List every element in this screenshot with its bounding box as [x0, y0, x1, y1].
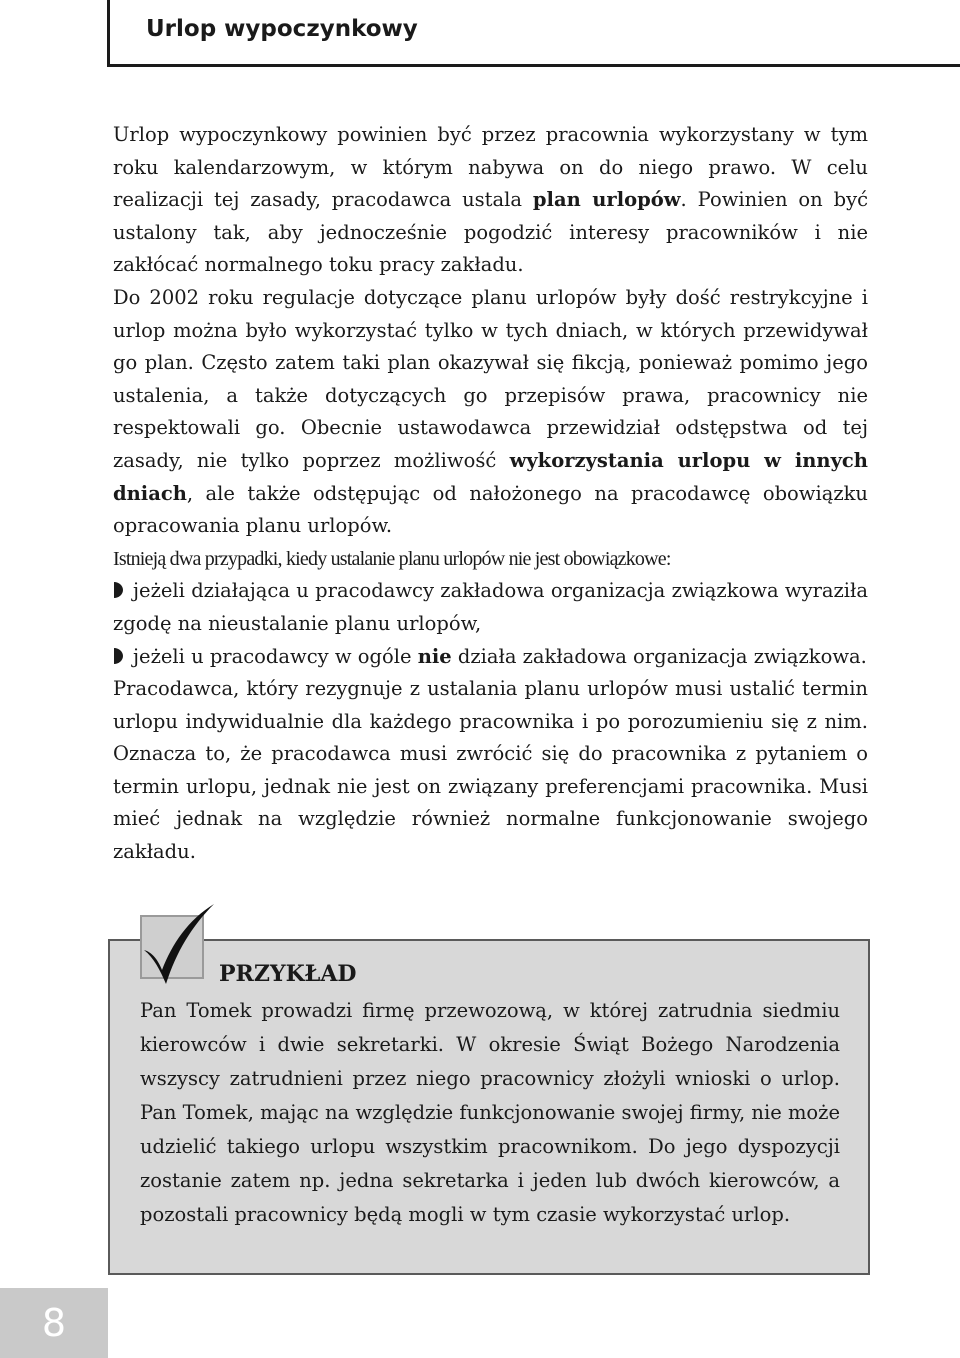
paragraph-1-text-a: Urlop wypoczynkowy powinien być przez pracownia wykorzystany w tym roku kalendarzowym, w którym nabywa on do niego prawo. W celu realizacji tej zasady, pracodawca ustala [113, 123, 868, 212]
bullet-item-1-text: jeżeli działająca u pracodawcy zakładowa organizacja związkowa wyraziła zgodę na nieustalanie planu urlopów, [113, 579, 868, 635]
paragraph-2-text-a: Do 2002 roku regulacje dotyczące planu urlopów były dość restrykcyjne i urlop można było wykorzystać tylko w tych dniach, w których przewidywał go plan. Często zatem taki plan okazywał się fikcją, ponieważ pomimo jego ustalenia, a także dotyczących go przepisów prawa, pracownicy nie respektowali go. Obecnie ustawodawca przewidział odstępstwa od tej zasady, nie tylko poprzez możliwość [113, 285, 868, 472]
paragraph-3: Istnieją dwa przypadki, kiedy ustalanie planu urlopów nie jest obowiązkowe: [113, 547, 671, 570]
term-nie: nie [417, 644, 452, 668]
paragraph-2-text-b: , ale także odstępując od nałożonego na pracodawcę obowiązku opracowania planu urlopów. [113, 481, 868, 538]
term-plan-urlopow: plan urlopów [532, 188, 681, 212]
half-circle-bullet-icon [113, 581, 127, 599]
example-body: Pan Tomek prowadzi firmę przewozową, w której zatrudnia siedmiu kierowców i dwie sekretarki. W okresie Świąt Bożego Narodzenia wszyscy zatrudnieni przez niego pracownicy złożyli wnioski o urlop. Pan Tomek, mając na względzie funkcjonowanie swojej firmy, nie może udzielić takiego urlopu wszystkim pracownikom. Do jego dyspozycji zostanie zatem np. jedna sekretarka i jeden lub dwóch kierowców, a pozostali pracownicy będą mogli w tym czasie wykorzystać urlop. [140, 999, 840, 1226]
example-title: PRZYKŁAD [219, 961, 357, 987]
paragraph-4: Pracodawca, który rezygnuje z ustalania planu urlopów musi ustalić termin urlopu indywidualnie dla każdego pracownika i po porozumieniu się z nim. Oznacza to, że pracodawca musi zwrócić się do pracownika z pytaniem o termin urlopu, jednak nie jest on związany preferencjami pracownika. Musi mieć jednak na względzie również normalne funkcjonowanie swojego zakładu. [113, 677, 868, 864]
running-header: Urlop wypoczynkowy [146, 16, 418, 42]
checkmark-box-icon [138, 904, 218, 988]
paragraph-1 [113, 119, 868, 282]
main-text [113, 119, 868, 869]
term-wykorzystania-urlopu: wykorzystania urlopu w innych dniach [113, 448, 868, 505]
bullet-item-2-text-a: jeżeli u pracodawcy w ogóle [133, 644, 418, 668]
bullet-item-1 [113, 575, 868, 640]
bullet-item-2 [113, 641, 868, 674]
paragraph-2 [113, 282, 868, 543]
page-number: 8 [41, 1301, 67, 1345]
half-circle-bullet-icon [113, 647, 127, 665]
header-rule-horizontal [107, 64, 960, 67]
paragraph-1-text-b: . Powinien on być ustalony tak, aby jednocześnie pogodzić interesy pracowników i nie zakłócać normalnego toku pracy zakładu. [113, 188, 869, 277]
header-rule-vertical [107, 0, 110, 67]
bullet-item-2-text-b: działa zakładowa organizacja związkowa. [451, 644, 867, 668]
